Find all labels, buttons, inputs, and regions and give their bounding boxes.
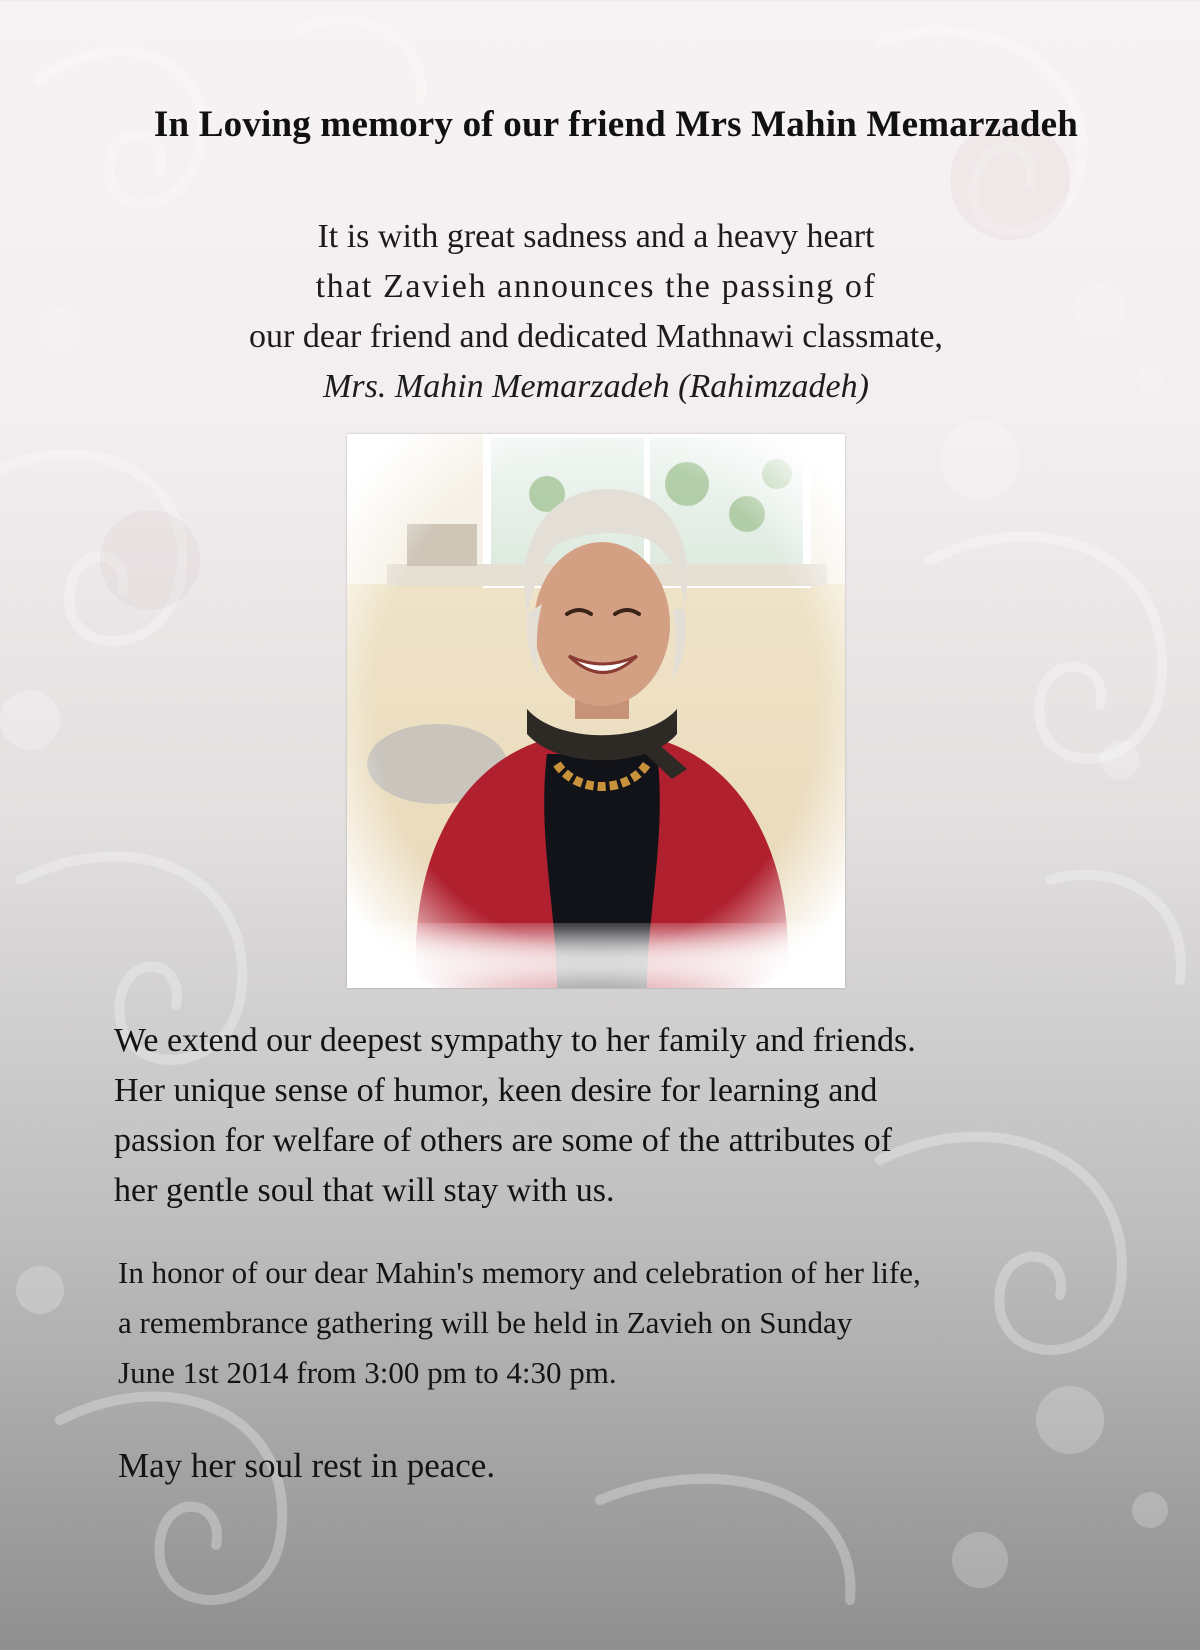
gathering-line-2: a remembrance gathering will be held in Zavieh on Sunday [118,1305,853,1340]
announcement-paragraph [0,212,1192,412]
memorial-title: In Loving memory of our friend Mrs Mahin Memarzadeh [153,104,1079,145]
gathering-line-1: In honor of our dear Mahin's memory and celebration of her life, [118,1255,921,1290]
portrait-illustration [347,434,845,988]
sympathy-line-1: We extend our deepest sympathy to her family and friends. [114,1022,916,1059]
sympathy-paragraph [114,1016,1114,1216]
sympathy-line-2: Her unique sense of humor, keen desire for learning and [114,1072,878,1109]
deceased-name: Mrs. Mahin Memarzadeh (Rahimzadeh) [323,368,869,405]
sympathy-line-3: passion for welfare of others are some of the attributes of [114,1122,892,1159]
gathering-line-3: June 1st 2014 from 3:00 pm to 4:30 pm. [118,1355,617,1390]
announcement-line-2: that Zavieh announces the passing of [315,268,877,305]
sympathy-line-4: her gentle soul that will stay with us. [114,1172,615,1209]
announcement-line-3: our dear friend and dedicated Mathnawi classmate, [249,318,943,355]
portrait-photo [347,434,845,988]
announcement-line-1: It is with great sadness and a heavy heart [317,218,875,255]
closing-line: May her soul rest in peace. [118,1446,496,1485]
gathering-paragraph [118,1248,1118,1398]
